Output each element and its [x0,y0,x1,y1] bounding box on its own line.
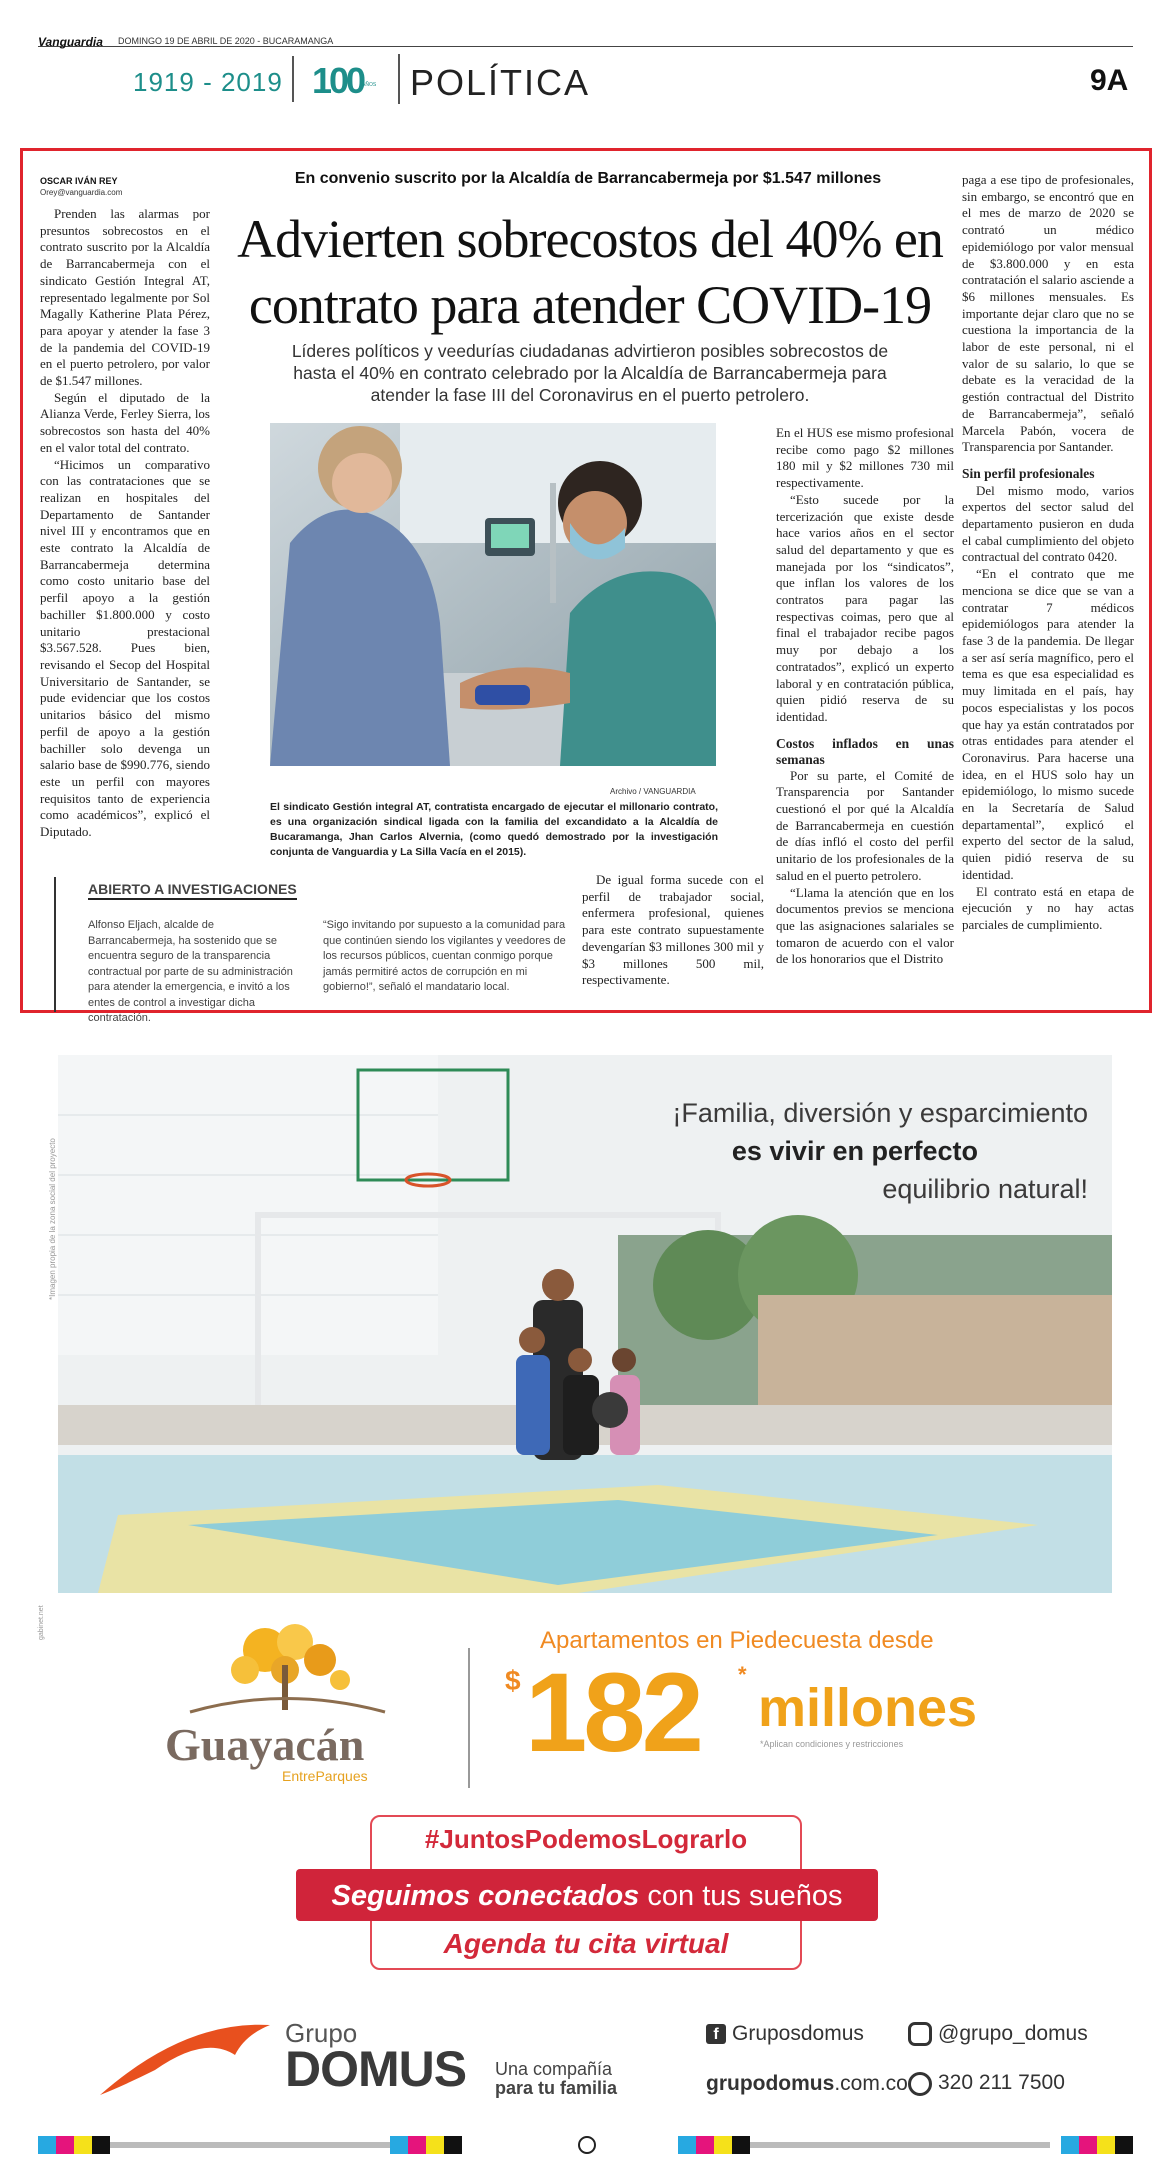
subheading: Sin perfil profesionales [962,465,1095,481]
paragraph: De igual forma sucede con el perfil de trabajador social, enfermera profesional, quienes para este contrato supuestamente devengarían $3 millones 300 mil y $3 millones 500 mil, respectivamente. [582,872,764,988]
headline: Advierten sobrecostos del 40% en contrato para atender COVID-19 [237,209,943,335]
instagram-handle[interactable]: @grupo_domus [938,2022,1088,2045]
page-number: 9A [1090,64,1129,97]
domus-grupo: Grupo [285,2018,358,2048]
masthead-date: DOMINGO 19 DE ABRIL DE 2020 - BUCARAMANGA [118,36,334,46]
paragraph: Por su parte, el Comité de Transparencia por Santander cuestionó el por qué la Alcaldía de Barrancabermeja en cuestión de días infló el costo del perfil unitario de los profesionales de la salud en el puerto petrolero. [776,767,954,883]
masthead-divider [292,56,294,102]
instagram-icon[interactable] [908,2022,932,2046]
anniversary-years: 1919 - 2019 [133,67,283,97]
deck: Líderes políticos y veedurías ciudadanas advirtieron posibles sobrecostos de hasta el 40% en contrato celebrado por la Alcaldía de Barrancabermeja para atender la fase III del Coronavirus en el puerto petrolero. [291,341,889,405]
promo-hashtag: #JuntosPodemosLograrlo [424,1824,748,1854]
kicker: En convenio suscrito por la Alcaldía de Barrancabermeja por $1.547 millones [294,170,882,187]
apartments-line: Apartamentos en Piedecuesta desde [540,1627,934,1654]
domus-name: DOMUS [285,2041,467,2097]
article-column-4 [776,425,954,968]
paragraph: El contrato está en etapa de ejecución y no hay actas parciales de cumplimiento. [962,883,1134,932]
sidebar-text-1: Alfonso Eljach, alcalde de Barrancabermeja, ha sostenido que se encuentra seguro de la transparencia contractual por parte de su administración para atender la emergencia, e invitó a los entes de control a investigar dicha contratación. [88,919,293,1024]
print-color-bar [38,2136,1133,2154]
slogan-line-1: Una compañía [495,2059,613,2079]
slogan-line-2: para tu familia [495,2078,618,2098]
domus-swoosh-icon [95,2010,275,2100]
phone-number[interactable]: 320 211 7500 [938,2071,1065,2094]
sidebar-text-2: “Sigo invitando por supuesto a la comunidad para que continúen siendo los vigilantes y veedores de los recursos públicos, cuentan conmigo porque jamás permitiré actos de corrupción en mi gobierno!”, señaló el mandatario local. [323,919,566,993]
article-photo [270,423,716,766]
paragraph: Del mismo modo, varios expertos del sector salud del departamento pusieron en duda el cabal cumplimiento del objeto contractual del contrato 0420. [962,482,1134,565]
author-email[interactable]: Orey@vanguardia.com [40,188,123,197]
ad-tagline-line-1: ¡Familia, diversión y esparcimiento [672,1098,1088,1128]
domus-slogan [495,2060,617,2098]
website-bold: grupodomus [706,2072,835,2095]
price-currency: $ [505,1665,521,1696]
masthead-divider [398,54,400,104]
article-column-1 [40,206,210,841]
photo-caption: El sindicato Gestión integral AT, contratista encargado de ejecutar el millonario contrato, es una organización sindical ligada con la familia del excandidato a la Alcaldía de Bucaramanga, Jhan Carlos Alvernia, (como quedó demostrado por la investigación conjunta de Vanguardia y La Silla Vacía en el 2015). [270,801,718,858]
ad-image-note: *Imagen propia de la zona social del proyecto [48,1138,57,1300]
article-column-5 [962,172,1134,934]
paragraph: Según el diputado de la Alianza Verde, Ferley Sierra, los sobrecostos son hasta del 40% en el valor total del contrato. [40,389,210,455]
sidebar-bracket [54,877,66,1012]
hospital-scene-image [270,423,716,766]
ad-tagline [618,1094,1088,1208]
masthead-brand: Vanguardia [38,35,103,49]
paragraph: “Llama la atención que en los documentos previos se menciona que las asignaciones salariales se tomaron de acuerdo con el valor de los honorarios que el Distrito [776,884,954,967]
registration-mark-icon [578,2136,596,2154]
promo-bar-bold: Seguimos conectados [331,1880,640,1912]
paragraph: “En el contrato que me menciona se dice que se van a contratar 7 médicos epidemiólogos para atender la fase 3 de la pandemia. De llegar a ser así sería magnífico, pero el tema es que esa especialidad es muy limitada en el país, hay pocos especialistas y los pocos que hay ya están contratados por otras entidades para atender el Coronavirus. Para hacerse una idea, en el HUS solo hay un epidemiólogo, lo mismo sucede en la Secretaría de Salud departamental”, explicó el experto del sector de la salud, quien pidió reserva de su identidad. [962,566,1134,882]
section-title: POLÍTICA [410,62,591,103]
paragraph: “Esto sucede por la tercerización que existe desde hace varios años en el sector salud del departamento y que es manejada por los “sindicatos”, que inflan los valores de los contratos para pagar las respectivas coimas, pero que al final el trabajador recibe pagos muy por debajo a los contratados”, explicó un experto laboral y en contratación pública, quien pidió reserva de su identidad. [776,491,954,724]
ad-tagline-line-3: equilibrio natural! [882,1174,1088,1204]
photo-credit: Archivo / VANGUARDIA [610,787,696,796]
ad-divider [468,1648,470,1788]
facebook-handle[interactable]: Gruposdomus [732,2022,864,2045]
promo-bar-text [296,1880,878,1913]
ad-tagline-line-2: es vivir en perfecto [731,1136,978,1166]
website-rest: .com.co [834,2072,908,2095]
masthead-rule [38,46,1133,47]
paragraph: Prenden las alarmas por presuntos sobrecostos en el contrato suscrito por la Alcaldía de Barrancabermeja con el sindicato Gestión Integral AT, representado legalmente por Sol Magally Katherine Plata Pérez, para apoyar y atender la fase 3 de la pandemia del COVID-19 en el puerto petrolero, por valor de $1.547 millones. [40,206,210,389]
byline: OSCAR IVÁN REY [40,176,118,186]
facebook-icon[interactable]: f [706,2024,726,2044]
anniversary-logo-sub: AÑOS [362,82,377,88]
project-logo-name: Guayacán [165,1719,365,1770]
tree-logo-icon [170,1620,400,1720]
ad-agency-tag: gabinet.net [38,1605,45,1640]
subheading: Costos inflados en unas semanas [776,735,954,767]
sidebar-title: ABIERTO A INVESTIGACIONES [88,881,297,900]
conditions-note: *Aplican condiciones y restricciones [760,1739,904,1749]
whatsapp-icon[interactable] [908,2072,932,2096]
article-column-3 [582,872,764,989]
project-logo-sub: EntreParques [282,1768,368,1784]
promo-bar-rest: con tus sueños [647,1880,843,1912]
price-value: 182 [525,1650,700,1775]
promo-cta[interactable]: Agenda tu cita virtual [443,1928,729,1959]
price-unit: millones [758,1678,978,1738]
price-asterisk: * [738,1662,747,1687]
website-link[interactable] [706,2072,908,2096]
anniversary-logo: 100 [312,60,364,101]
paragraph: “Hicimos un comparativo con las contrataciones que se realizan en hospitales del Departamento de Santander nivel III y encontramos que en este contrato la Alcaldía de Barrancabermeja determina como costo unitario base del perfil apoyo a la gestión bachiller $1.800.000 y costo unitario prestacional $3.567.528. Pues bien, revisando el Secop del Hospital Universitario de Santander, se pude evidenciar que los costos unitarios básico del mismo perfil de apoyo a la gestión bachiller solo devenga un salario base de $990.776, siendo este un perfil con mayores requisitos tanto de experiencia como académicos”, explicó el Diputado. [40,456,210,840]
paragraph: paga a ese tipo de profesionales, sin embargo, se encontró que en el mes de marzo de 2020 se contrató un médico epidemiólogo por valor mensual de $3.800.000 y en esta contratación el salario asciende a $6 millones mensuales. Es importante dejar claro que no se cuestiona la importancia de la labor de este personal, ni el valor de su salario, lo que se debate es la veracidad de la gestión contractual del Distrito de Barrancabermeja”, señaló Marcela Pabón, vocera de Transparencia por Santander. [962,172,1134,455]
paragraph: En el HUS ese mismo profesional recibe como pago $2 millones 180 mil y $2 millones 730 mil respectivamente. [776,425,954,491]
